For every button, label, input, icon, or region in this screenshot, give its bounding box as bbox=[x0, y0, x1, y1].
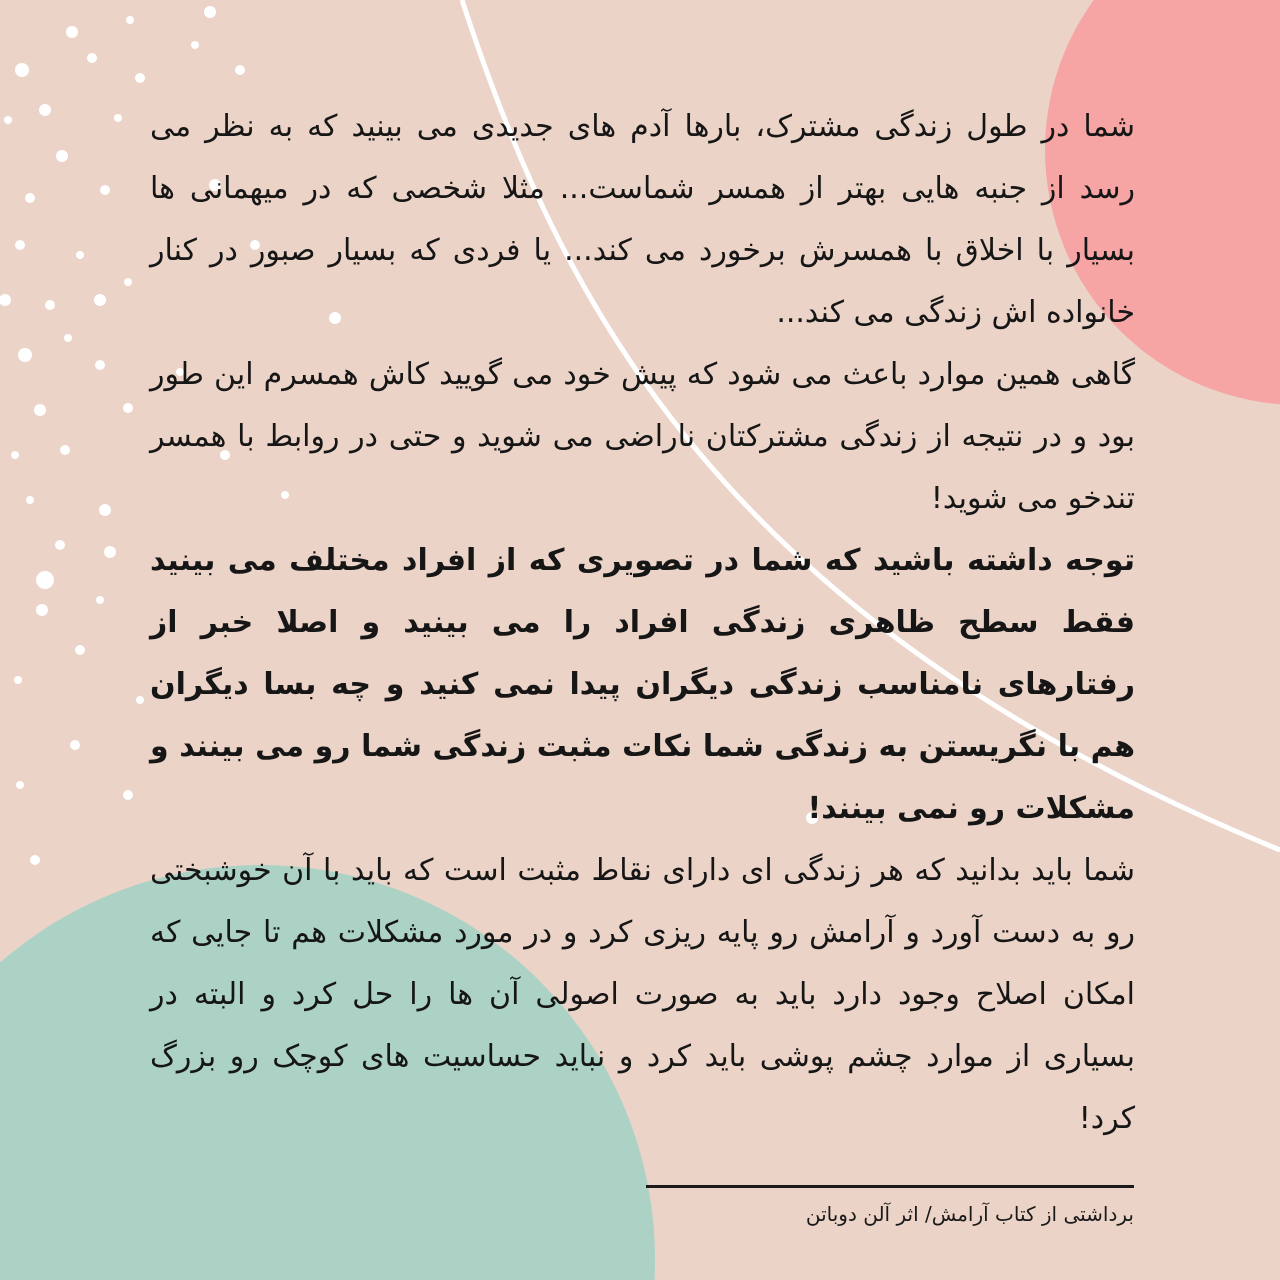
paragraph-dissatisfaction: گاهی همین موارد باعث می شود که پیش خود می گویید کاش همسرم این طور بود و در نتیجه از زندگی مشترکتان ناراضی می شوید و حتی در روابط با همسر تندخو می شوید! bbox=[150, 357, 1135, 516]
article-body bbox=[150, 96, 1135, 1150]
source-divider bbox=[646, 1185, 1134, 1188]
paragraph-emphasis: توجه داشته باشید که شما در تصویری که از افراد مختلف می بینید فقط سطح ظاهری زندگی افراد را می بینید و اصلا خبر از رفتارهای نامناسب زندگی دیگران پیدا نمی کنید و چه بسا دیگران هم با نگریستن به زندگی شما نکات مثبت زندگی شما رو می بینند و مشکلات رو نمی بینند! bbox=[150, 543, 1135, 826]
paragraph-advice: شما باید بدانید که هر زندگی ای دارای نقاط مثبت است که باید با آن خوشبختی رو به دست آورد و آرامش رو پایه ریزی کرد و در مورد مشکلات هم تا جایی که امکان اصلاح وجود دارد باید به صورت اصولی آن ها را حل کرد و البته در بسیاری از موارد چشم پوشی باید کرد و نباید حساسیت های کوچک رو بزرگ کرد! bbox=[150, 853, 1135, 1136]
paragraph-intro: شما در طول زندگی مشترک، بارها آدم های جدیدی می بینید که به نظر می رسد از جنبه هایی بهتر از همسر شماست... مثلا شخصی که در میهمانی ها بسیار با اخلاق با همسرش برخورد می کند... یا فردی که بسیار صبور در کنار خانواده اش زندگی می کند... bbox=[150, 109, 1135, 330]
source-citation: برداشتی از کتاب آرامش/ اثر آلن دوباتن bbox=[805, 1202, 1134, 1226]
